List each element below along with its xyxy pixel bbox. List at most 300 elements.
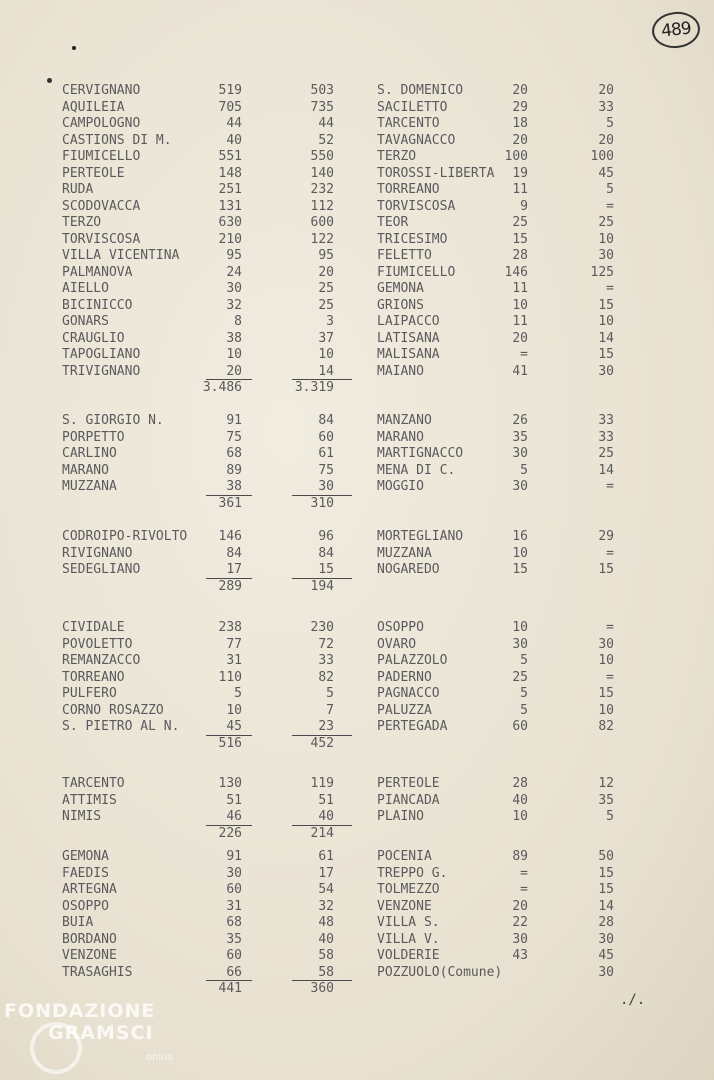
left-name: MARANO bbox=[62, 462, 109, 478]
left-name: TRIVIGNANO bbox=[62, 363, 141, 379]
left-name: BORDANO bbox=[62, 931, 117, 947]
left-value-1: 84 bbox=[226, 545, 242, 561]
table-row bbox=[0, 446, 714, 463]
left-value-1: 68 bbox=[226, 915, 242, 930]
right-value-2: 45 bbox=[598, 948, 614, 963]
totals-row bbox=[0, 579, 714, 596]
right-value-2: 15 bbox=[598, 686, 614, 701]
right-value-1: 10 bbox=[512, 545, 528, 561]
left-name: SCODOVACCA bbox=[62, 198, 141, 214]
right-value-1: 5 bbox=[520, 702, 528, 718]
left-value-1: 32 bbox=[226, 297, 242, 313]
right-name: PLAINO bbox=[377, 809, 424, 824]
table-row bbox=[0, 686, 714, 703]
table-row bbox=[0, 932, 714, 949]
left-value-1: 210 bbox=[218, 231, 242, 247]
right-name: GRIONS bbox=[377, 297, 424, 313]
right-name: TARCENTO bbox=[377, 116, 440, 131]
left-value-2: 82 bbox=[318, 669, 334, 685]
left-name: RIVIGNANO bbox=[62, 545, 133, 561]
table-block-6 bbox=[0, 849, 714, 998]
right-value-2: 14 bbox=[598, 898, 614, 914]
right-value-1: 29 bbox=[512, 99, 528, 115]
total-value-2: 452 bbox=[310, 735, 334, 751]
right-value-2: 28 bbox=[598, 915, 614, 930]
right-value-2: = bbox=[606, 669, 614, 685]
table-row bbox=[0, 413, 714, 430]
right-value-1: 30 bbox=[512, 636, 528, 652]
left-value-1: 20 bbox=[226, 363, 242, 379]
left-name: POVOLETTO bbox=[62, 636, 133, 652]
left-value-2: 14 bbox=[318, 363, 334, 379]
right-name: VENZONE bbox=[377, 898, 432, 914]
right-value-2: 20 bbox=[598, 83, 614, 98]
left-value-2: 75 bbox=[318, 462, 334, 478]
right-value-1: 30 bbox=[512, 479, 528, 494]
left-value-1: 60 bbox=[226, 882, 242, 897]
right-name: TRICESIMO bbox=[377, 231, 448, 247]
left-value-2: 20 bbox=[318, 264, 334, 280]
left-value-2: 54 bbox=[318, 882, 334, 897]
left-value-2: 23 bbox=[318, 719, 334, 734]
left-name: RUDA bbox=[62, 182, 94, 197]
right-value-1: 100 bbox=[504, 149, 528, 164]
table-row bbox=[0, 182, 714, 199]
right-name: MUZZANA bbox=[377, 545, 432, 561]
right-name: NOGAREDO bbox=[377, 562, 440, 577]
table-row bbox=[0, 463, 714, 480]
table-row bbox=[0, 364, 714, 381]
right-value-2: 14 bbox=[598, 330, 614, 346]
table-block-3 bbox=[0, 529, 714, 595]
left-value-2: 51 bbox=[318, 792, 334, 808]
right-name: PIANCADA bbox=[377, 792, 440, 808]
right-value-1: 15 bbox=[512, 562, 528, 577]
left-value-1: 77 bbox=[226, 636, 242, 652]
right-value-1: 19 bbox=[512, 165, 528, 181]
right-name: MOGGIO bbox=[377, 479, 424, 494]
right-value-2: 15 bbox=[598, 347, 614, 362]
table-row bbox=[0, 314, 714, 331]
right-value-1: 25 bbox=[512, 669, 528, 685]
table-row bbox=[0, 83, 714, 100]
left-value-1: 95 bbox=[226, 248, 242, 263]
right-value-2: 5 bbox=[606, 809, 614, 824]
left-name: BICINICCO bbox=[62, 297, 133, 313]
left-value-2: 232 bbox=[310, 182, 334, 197]
table-row bbox=[0, 653, 714, 670]
left-value-2: 550 bbox=[310, 149, 334, 164]
right-value-1: 20 bbox=[512, 330, 528, 346]
right-value-2: 5 bbox=[606, 116, 614, 131]
left-value-1: 38 bbox=[226, 330, 242, 346]
total-value-1: 361 bbox=[218, 495, 242, 511]
table-row bbox=[0, 100, 714, 117]
left-value-1: 131 bbox=[218, 198, 242, 214]
left-value-1: 630 bbox=[218, 215, 242, 230]
right-value-1: = bbox=[520, 882, 528, 897]
left-value-2: 230 bbox=[310, 620, 334, 635]
table-row bbox=[0, 776, 714, 793]
left-value-1: 60 bbox=[226, 948, 242, 963]
right-value-1: 16 bbox=[512, 529, 528, 544]
right-name: PADERNO bbox=[377, 669, 432, 685]
left-value-2: 58 bbox=[318, 948, 334, 963]
right-value-1: 60 bbox=[512, 719, 528, 734]
table-row bbox=[0, 915, 714, 932]
right-value-2: 35 bbox=[598, 792, 614, 808]
left-value-1: 8 bbox=[234, 314, 242, 329]
total-value-2: 194 bbox=[310, 578, 334, 594]
left-value-1: 40 bbox=[226, 132, 242, 148]
right-name: MALISANA bbox=[377, 347, 440, 362]
right-value-1: 89 bbox=[512, 849, 528, 864]
right-value-2: 30 bbox=[598, 931, 614, 947]
right-name: FELETTO bbox=[377, 248, 432, 263]
right-name: POCENIA bbox=[377, 849, 432, 864]
right-name: LAIPACCO bbox=[377, 314, 440, 329]
table-row bbox=[0, 849, 714, 866]
right-value-1: 25 bbox=[512, 215, 528, 230]
left-value-2: 96 bbox=[318, 529, 334, 544]
right-value-1: 20 bbox=[512, 898, 528, 914]
left-name: BUIA bbox=[62, 915, 94, 930]
left-value-1: 75 bbox=[226, 429, 242, 445]
right-value-2: 20 bbox=[598, 132, 614, 148]
table-row bbox=[0, 703, 714, 720]
table-row bbox=[0, 281, 714, 298]
left-value-1: 30 bbox=[226, 281, 242, 296]
table-row bbox=[0, 265, 714, 282]
total-value-1: 516 bbox=[218, 735, 242, 751]
left-value-1: 130 bbox=[218, 776, 242, 791]
right-value-2: 30 bbox=[598, 964, 614, 980]
total-value-2: 360 bbox=[310, 981, 334, 996]
left-value-1: 38 bbox=[226, 479, 242, 494]
right-value-1: 11 bbox=[512, 314, 528, 329]
table-row bbox=[0, 882, 714, 899]
right-value-1: 15 bbox=[512, 231, 528, 247]
table-row bbox=[0, 670, 714, 687]
watermark-suffix: onlus bbox=[146, 1052, 173, 1063]
watermark-line2: GRAMSCI bbox=[48, 1022, 154, 1044]
right-value-1: = bbox=[520, 347, 528, 362]
left-name: CORNO ROSAZZO bbox=[62, 702, 164, 718]
left-value-1: 110 bbox=[218, 669, 242, 685]
left-value-1: 30 bbox=[226, 865, 242, 881]
left-value-1: 45 bbox=[226, 719, 242, 734]
table-row bbox=[0, 199, 714, 216]
right-value-1: 11 bbox=[512, 182, 528, 197]
right-name: GEMONA bbox=[377, 281, 424, 296]
right-value-2: 15 bbox=[598, 297, 614, 313]
right-name: PERTEOLE bbox=[377, 776, 440, 791]
right-value-1: 35 bbox=[512, 429, 528, 445]
left-value-1: 68 bbox=[226, 446, 242, 461]
left-value-2: 140 bbox=[310, 165, 334, 181]
right-value-2: = bbox=[606, 620, 614, 635]
right-value-1: 30 bbox=[512, 446, 528, 461]
left-name: CIVIDALE bbox=[62, 620, 125, 635]
left-name: PALMANOVA bbox=[62, 264, 133, 280]
left-name: CERVIGNANO bbox=[62, 83, 141, 98]
right-value-2: 12 bbox=[598, 776, 614, 791]
right-value-1: 43 bbox=[512, 948, 528, 963]
table-row bbox=[0, 479, 714, 496]
right-value-2: = bbox=[606, 198, 614, 214]
table-row bbox=[0, 116, 714, 133]
right-name: VILLA V. bbox=[377, 931, 440, 947]
left-value-2: 30 bbox=[318, 479, 334, 494]
right-value-1: = bbox=[520, 865, 528, 881]
left-value-2: 25 bbox=[318, 297, 334, 313]
right-value-1: 41 bbox=[512, 363, 528, 379]
left-value-2: 119 bbox=[310, 776, 334, 791]
table-row bbox=[0, 347, 714, 364]
right-value-1: 28 bbox=[512, 248, 528, 263]
left-name: REMANZACCO bbox=[62, 653, 141, 668]
table-row bbox=[0, 719, 714, 736]
right-name: VOLDERIE bbox=[377, 948, 440, 963]
left-name: AIELLO bbox=[62, 281, 109, 296]
left-name: FIUMICELLO bbox=[62, 149, 141, 164]
table-row bbox=[0, 965, 714, 982]
left-value-1: 238 bbox=[218, 620, 242, 635]
right-name: TERZO bbox=[377, 149, 417, 164]
total-value-2: 310 bbox=[310, 495, 334, 511]
table-row bbox=[0, 215, 714, 232]
left-value-1: 10 bbox=[226, 347, 242, 362]
right-value-1: 5 bbox=[520, 686, 528, 701]
table-row bbox=[0, 232, 714, 249]
left-value-1: 44 bbox=[226, 116, 242, 131]
total-value-1: 441 bbox=[218, 981, 242, 996]
left-name: CASTIONS DI M. bbox=[62, 132, 172, 148]
right-value-2: 14 bbox=[598, 462, 614, 478]
page-number-stamp: 489 bbox=[650, 10, 702, 51]
left-value-2: 122 bbox=[310, 231, 334, 247]
left-name: TERZO bbox=[62, 215, 102, 230]
right-value-2: 15 bbox=[598, 882, 614, 897]
right-value-2: 10 bbox=[598, 231, 614, 247]
right-value-2: 30 bbox=[598, 363, 614, 379]
right-value-1: 28 bbox=[512, 776, 528, 791]
right-value-2: 82 bbox=[598, 719, 614, 734]
right-value-1: 40 bbox=[512, 792, 528, 808]
right-value-1: 5 bbox=[520, 462, 528, 478]
left-value-2: 58 bbox=[318, 964, 334, 980]
right-name: OVARO bbox=[377, 636, 417, 652]
left-value-2: 17 bbox=[318, 865, 334, 881]
right-name: MARANO bbox=[377, 429, 424, 445]
table-row bbox=[0, 248, 714, 265]
right-value-1: 10 bbox=[512, 297, 528, 313]
right-value-1: 9 bbox=[520, 198, 528, 214]
left-value-1: 31 bbox=[226, 898, 242, 914]
right-name: PALUZZA bbox=[377, 702, 432, 718]
right-name: TOROSSI-LIBERTA bbox=[377, 165, 495, 181]
left-name: ATTIMIS bbox=[62, 792, 117, 808]
right-name: TORVISCOSA bbox=[377, 198, 456, 214]
right-name: LATISANA bbox=[377, 330, 440, 346]
left-name: AQUILEIA bbox=[62, 99, 125, 115]
left-value-2: 72 bbox=[318, 636, 334, 652]
right-name: MANZANO bbox=[377, 413, 432, 428]
left-value-1: 148 bbox=[218, 165, 242, 181]
right-name: PAGNACCO bbox=[377, 686, 440, 701]
totals-row bbox=[0, 981, 714, 998]
left-name: OSOPPO bbox=[62, 898, 109, 914]
table-row bbox=[0, 430, 714, 447]
right-name: S. DOMENICO bbox=[377, 83, 464, 98]
left-value-2: 84 bbox=[318, 545, 334, 561]
left-name: PORPETTO bbox=[62, 429, 125, 445]
right-value-1: 146 bbox=[504, 264, 528, 280]
left-name: CRAUGLIO bbox=[62, 330, 125, 346]
left-value-1: 551 bbox=[218, 149, 242, 164]
left-value-2: 33 bbox=[318, 653, 334, 668]
totals-row bbox=[0, 380, 714, 397]
right-value-1: 10 bbox=[512, 620, 528, 635]
left-value-2: 3 bbox=[326, 314, 334, 329]
watermark-line1: FONDAZIONE bbox=[4, 1000, 156, 1022]
right-value-1: 26 bbox=[512, 413, 528, 428]
right-name: SACILETTO bbox=[377, 99, 448, 115]
left-name: CARLINO bbox=[62, 446, 117, 461]
right-value-2: 10 bbox=[598, 702, 614, 718]
left-name: NIMIS bbox=[62, 809, 102, 824]
left-value-1: 17 bbox=[226, 562, 242, 577]
table-block-2 bbox=[0, 413, 714, 512]
right-name: TEOR bbox=[377, 215, 409, 230]
left-value-1: 146 bbox=[218, 529, 242, 544]
table-row bbox=[0, 546, 714, 563]
right-value-1: 20 bbox=[512, 132, 528, 148]
left-name: CODROIPO-RIVOLTO bbox=[62, 529, 188, 544]
right-value-1: 11 bbox=[512, 281, 528, 296]
left-value-2: 503 bbox=[310, 83, 334, 98]
table-row bbox=[0, 637, 714, 654]
right-value-2: 15 bbox=[598, 562, 614, 577]
table-row bbox=[0, 899, 714, 916]
right-value-2: 125 bbox=[590, 264, 614, 280]
left-value-1: 10 bbox=[226, 702, 242, 718]
left-value-1: 24 bbox=[226, 264, 242, 280]
right-value-2: 33 bbox=[598, 429, 614, 445]
left-name: FAEDIS bbox=[62, 865, 109, 881]
right-value-2: = bbox=[606, 281, 614, 296]
right-value-2: 33 bbox=[598, 99, 614, 115]
table-row bbox=[0, 529, 714, 546]
total-value-1: 226 bbox=[218, 825, 242, 841]
right-name: TORREANO bbox=[377, 182, 440, 197]
right-value-1: 10 bbox=[512, 809, 528, 824]
right-name: MARTIGNACCO bbox=[377, 446, 464, 461]
right-name: POZZUOLO(Comune) bbox=[377, 964, 503, 980]
table-row bbox=[0, 331, 714, 348]
left-value-2: 52 bbox=[318, 132, 334, 148]
watermark bbox=[4, 1000, 155, 1044]
left-value-2: 84 bbox=[318, 413, 334, 428]
left-name: S. GIORGIO N. bbox=[62, 413, 164, 428]
left-value-2: 10 bbox=[318, 347, 334, 362]
table-block-5 bbox=[0, 776, 714, 842]
left-value-2: 40 bbox=[318, 931, 334, 947]
continuation-mark: ./. bbox=[620, 992, 646, 1008]
right-value-2: = bbox=[606, 479, 614, 494]
right-value-2: 33 bbox=[598, 413, 614, 428]
totals-row bbox=[0, 826, 714, 843]
right-value-1: 5 bbox=[520, 653, 528, 668]
right-name: MENA DI C. bbox=[377, 462, 456, 478]
left-value-1: 51 bbox=[226, 792, 242, 808]
left-value-2: 112 bbox=[310, 198, 334, 214]
table-row bbox=[0, 948, 714, 965]
right-value-2: 15 bbox=[598, 865, 614, 881]
right-value-2: 50 bbox=[598, 849, 614, 864]
left-value-1: 35 bbox=[226, 931, 242, 947]
left-value-2: 95 bbox=[318, 248, 334, 263]
right-value-1: 20 bbox=[512, 83, 528, 98]
right-name: VILLA S. bbox=[377, 915, 440, 930]
right-name: PALAZZOLO bbox=[377, 653, 448, 668]
total-value-2: 3.319 bbox=[294, 380, 334, 395]
table-block-4 bbox=[0, 620, 714, 752]
left-value-2: 48 bbox=[318, 915, 334, 930]
totals-row bbox=[0, 736, 714, 753]
table-row bbox=[0, 298, 714, 315]
left-name: PULFERO bbox=[62, 686, 117, 701]
left-value-2: 61 bbox=[318, 446, 334, 461]
table-row bbox=[0, 793, 714, 810]
left-value-1: 519 bbox=[218, 83, 242, 98]
table-row bbox=[0, 866, 714, 883]
right-value-2: = bbox=[606, 545, 614, 561]
left-name: MUZZANA bbox=[62, 479, 117, 494]
total-value-1: 3.486 bbox=[202, 380, 242, 395]
left-value-2: 37 bbox=[318, 330, 334, 346]
left-value-2: 15 bbox=[318, 562, 334, 577]
left-name: TAPOGLIANO bbox=[62, 347, 141, 362]
total-value-1: 289 bbox=[218, 578, 242, 594]
left-name: CAMPOLOGNO bbox=[62, 116, 141, 131]
right-name: TOLMEZZO bbox=[377, 882, 440, 897]
right-name: TREPPO G. bbox=[377, 865, 448, 881]
left-name: TARCENTO bbox=[62, 776, 125, 791]
left-value-2: 61 bbox=[318, 849, 334, 864]
right-value-2: 10 bbox=[598, 653, 614, 668]
left-value-1: 5 bbox=[234, 686, 242, 701]
table-row bbox=[0, 620, 714, 637]
right-name: PERTEGADA bbox=[377, 719, 448, 734]
right-value-2: 25 bbox=[598, 446, 614, 461]
right-name: MORTEGLIANO bbox=[377, 529, 464, 544]
left-value-1: 46 bbox=[226, 809, 242, 824]
left-name: TRASAGHIS bbox=[62, 964, 133, 980]
left-value-2: 600 bbox=[310, 215, 334, 230]
left-value-1: 705 bbox=[218, 99, 242, 115]
table-row bbox=[0, 166, 714, 183]
left-value-1: 31 bbox=[226, 653, 242, 668]
right-name: OSOPPO bbox=[377, 620, 424, 635]
left-value-2: 25 bbox=[318, 281, 334, 296]
totals-row bbox=[0, 496, 714, 513]
right-value-2: 29 bbox=[598, 529, 614, 544]
left-name: VILLA VICENTINA bbox=[62, 248, 180, 263]
left-name: TORREANO bbox=[62, 669, 125, 685]
table-block-1 bbox=[0, 83, 714, 397]
left-value-1: 91 bbox=[226, 849, 242, 864]
